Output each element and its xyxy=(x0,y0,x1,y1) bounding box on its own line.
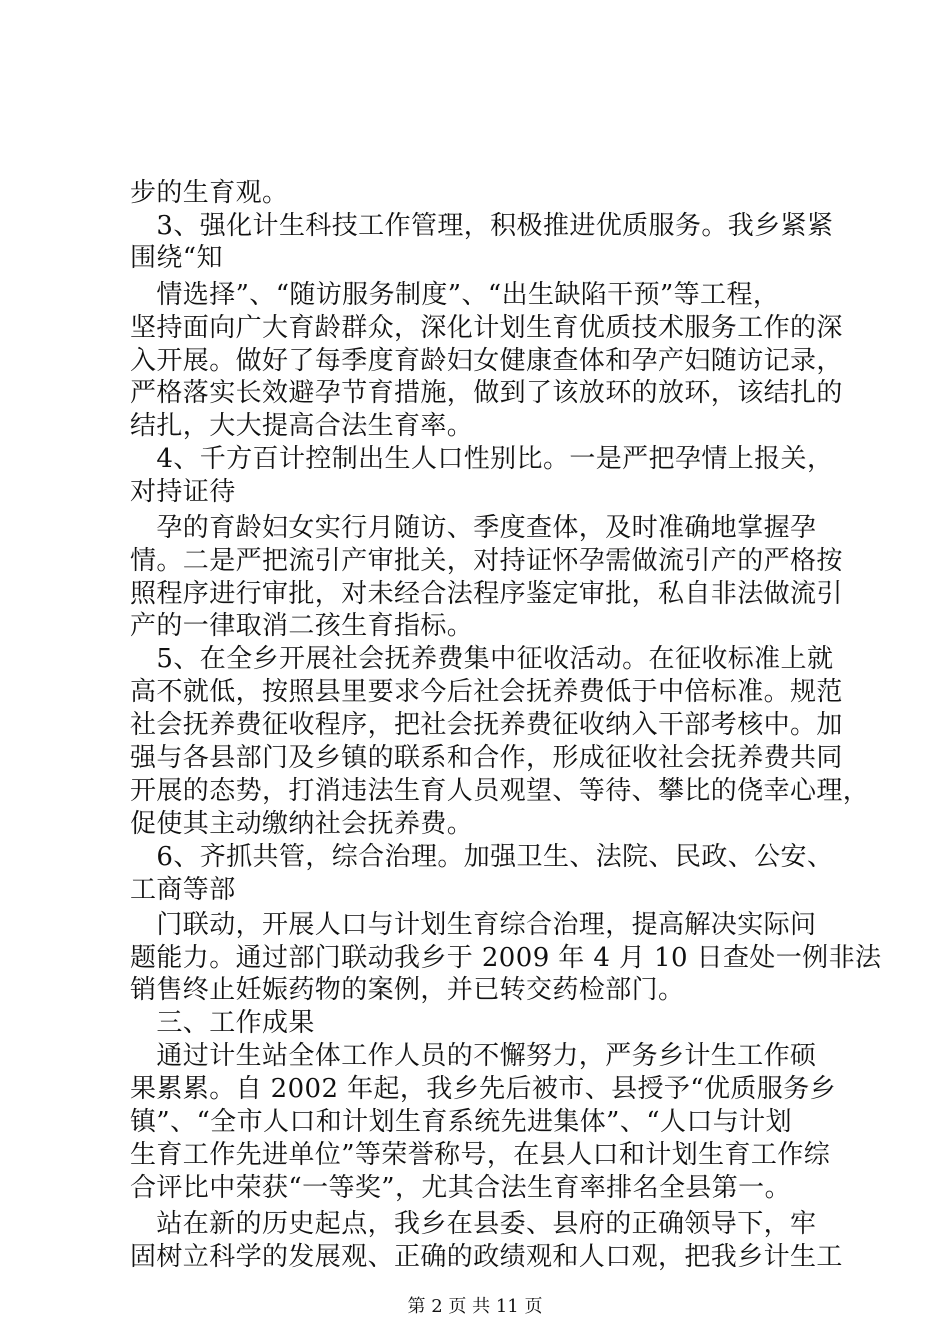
page-number-footer: 第 2 页 共 11 页 xyxy=(407,1296,543,1317)
text-line: 销售终止妊娠药物的案例，并已转交药检部门。 xyxy=(130,975,685,1005)
text-line: 开展的态势，打消违法生育人员观望、等待、攀比的侥幸心理， xyxy=(130,776,870,806)
text-line: 孕的育龄妇女实行月随访、季度查体，及时准确地掌握孕 xyxy=(130,513,817,543)
text-line: 对持证待 xyxy=(130,477,236,507)
text-line: 通过计生站全体工作人员的不懈努力，严务乡计生工作硕 xyxy=(130,1041,817,1071)
text-line: 6、齐抓共管，综合治理。加强卫生、法院、民政、公安、 xyxy=(130,842,834,872)
text-line: 坚持面向广大育龄群众，深化计划生育优质技术服务工作的深 xyxy=(130,313,843,343)
text-line: 促使其主动缴纳社会抚养费。 xyxy=(130,809,474,839)
text-line: 固树立科学的发展观、正确的政绩观和人口观，把我乡计生工 xyxy=(130,1242,843,1272)
text-line: 强与各县部门及乡镇的联系和合作，形成征收社会抚养费共同 xyxy=(130,743,843,773)
text-line: 门联动，开展人口与计划生育综合治理，提高解决实际问 xyxy=(130,910,817,940)
text-line: 结扎，大大提高合法生育率。 xyxy=(130,411,474,441)
text-line: 入开展。做好了每季度育龄妇女健康查体和孕产妇随访记录， xyxy=(130,346,843,376)
text-line: 情选择”、“随访服务制度”、“出生缺陷干预”等工程， xyxy=(130,280,780,310)
text-line: 步的生育观。 xyxy=(130,178,289,208)
text-line: 5、在全乡开展社会抚养费集中征收活动。在征收标准上就 xyxy=(130,644,834,674)
text-line: 题能力。通过部门联动我乡于 2009 年 4 月 10 日查处一例非法 xyxy=(130,943,882,973)
text-line: 站在新的历史起点，我乡在县委、县府的正确领导下，牢 xyxy=(130,1209,817,1239)
text-line: 社会抚养费征收程序，把社会抚养费征收纳入干部考核中。加 xyxy=(130,710,843,740)
text-line: 合评比中荣获“一等奖”，尤其合法生育率排名全县第一。 xyxy=(130,1173,791,1203)
text-line: 高不就低，按照县里要求今后社会抚养费低于中倍标准。规范 xyxy=(130,677,843,707)
text-line: 3、强化计生科技工作管理，积极推进优质服务。我乡紧紧 xyxy=(130,211,834,241)
text-line: 产的一律取消二孩生育指标。 xyxy=(130,611,474,641)
text-line: 果累累。自 2002 年起，我乡先后被市、县授予“优质服务乡 xyxy=(130,1074,836,1104)
text-line: 镇”、“全市人口和计划生育系统先进集体”、“人口与计划 xyxy=(130,1107,792,1137)
text-line: 生育工作先进单位”等荣誉称号，在县人口和计划生育工作综 xyxy=(130,1140,831,1170)
text-line: 情。二是严把流引产审批关，对持证怀孕需做流引产的严格按 xyxy=(130,546,843,576)
section-heading: 三、工作成果 xyxy=(130,1008,315,1038)
text-line: 4、千方百计控制出生人口性别比。一是严把孕情上报关， xyxy=(130,444,834,474)
text-line: 围绕“知 xyxy=(130,243,223,273)
text-line: 照程序进行审批，对未经合法程序鉴定审批，私自非法做流引 xyxy=(130,579,843,609)
text-line: 严格落实长效避孕节育措施，做到了该放环的放环，该结扎的 xyxy=(130,378,843,408)
text-line: 工商等部 xyxy=(130,875,236,905)
